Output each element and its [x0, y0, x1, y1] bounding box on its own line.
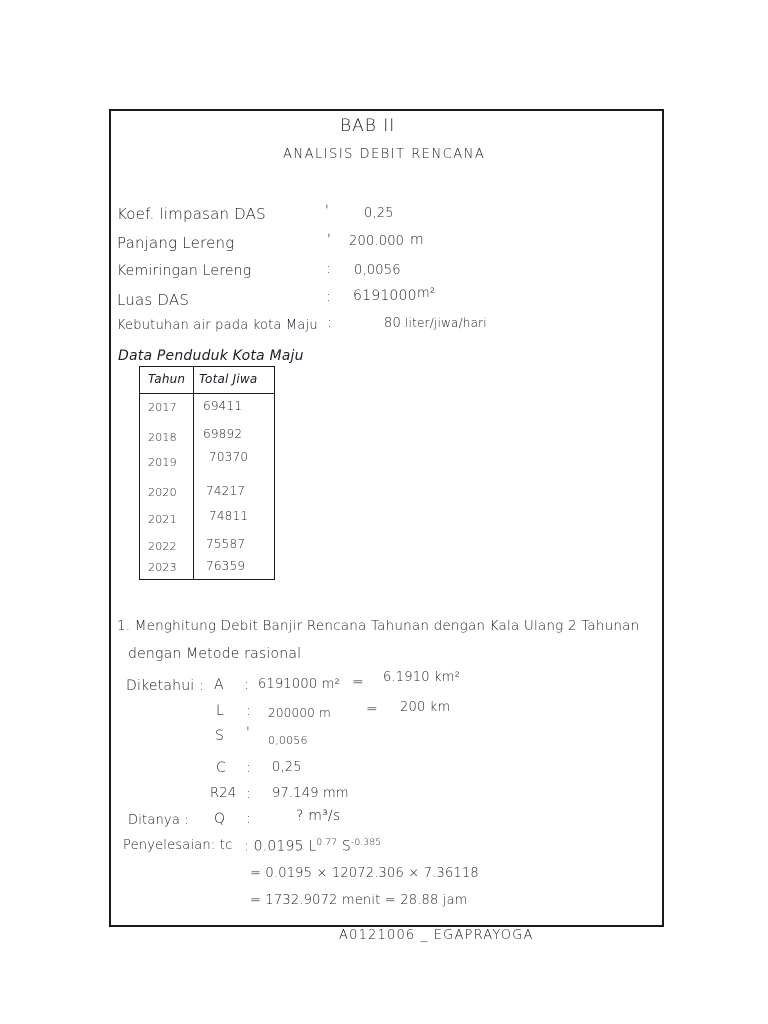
penyelesaian-label: Penyelesaian: tc	[123, 838, 233, 853]
solution-result: = 1732.9072 menit = 28.88 jam	[250, 893, 468, 908]
table-cell-year: 2021	[148, 513, 177, 526]
param-separator: '	[327, 232, 332, 248]
table-header-year: Tahun	[148, 372, 186, 386]
given-value: 200000 m	[268, 706, 331, 720]
table-cell-year: 2017	[148, 401, 177, 414]
population-caption: Data Penduduk Kota Maju	[118, 348, 304, 364]
table-cell-year: 2018	[148, 431, 177, 444]
given-conv-separator: =	[366, 701, 378, 717]
param-value: 80	[384, 316, 401, 331]
formula-main: : 0.0195 L	[244, 838, 317, 855]
table-cell-year: 2020	[148, 486, 177, 499]
given-symbol: L	[216, 703, 224, 719]
table-cell-total: 69411	[203, 399, 243, 413]
given-separator: :	[244, 677, 249, 693]
param-separator: '	[325, 203, 330, 219]
given-symbol: A	[214, 677, 224, 693]
param-unit: liter/jiwa/hari	[405, 316, 487, 330]
given-separator: :	[246, 760, 251, 776]
param-unit: m	[410, 232, 424, 248]
solution-step: = 0.0195 × 12072.306 × 7.36118	[250, 866, 479, 881]
param-label: Koef. limpasan DAS	[117, 205, 266, 223]
given-value: 6191000 m²	[258, 677, 340, 692]
given-separator: '	[246, 725, 251, 741]
table-cell-year: 2022	[148, 540, 177, 553]
table-cell-year: 2019	[148, 456, 177, 469]
table-header-divider	[140, 393, 274, 394]
asked-separator: :	[246, 811, 251, 827]
given-value: 0,25	[272, 760, 302, 775]
diketahui-label: Diketahui :	[126, 678, 204, 694]
given-separator: :	[246, 786, 251, 802]
table-cell-total: 75587	[206, 537, 246, 551]
given-symbol: S	[215, 728, 225, 744]
param-label: Kebutuhan air pada kota Maju	[117, 318, 318, 333]
param-value: 200.000	[349, 234, 405, 249]
param-label: Luas DAS	[117, 291, 190, 309]
param-label: Kemiringan Lereng	[117, 263, 252, 279]
table-column-divider	[193, 367, 194, 579]
table-cell-total: 69892	[203, 427, 243, 441]
problem-statement: 1. Menghitung Debit Banjir Rencana Tahunan dengan Kala Ulang 2 Tahunan	[117, 618, 640, 634]
formula-mid: S	[337, 838, 351, 855]
param-value: 0,25	[364, 206, 394, 221]
chapter-title: BAB II	[340, 116, 396, 136]
population-table	[139, 366, 275, 580]
given-symbol: C	[216, 760, 226, 776]
param-label: Panjang Lereng	[117, 234, 235, 252]
chapter-subtitle: ANALISIS DEBIT RENCANA	[283, 147, 486, 162]
given-conv-separator: =	[352, 674, 364, 690]
asked-symbol: Q	[214, 811, 226, 827]
given-separator: :	[246, 703, 251, 719]
given-converted: 6.1910 km²	[383, 670, 461, 685]
table-cell-total: 74811	[209, 509, 249, 523]
table-cell-year: 2023	[148, 561, 177, 574]
param-separator: :	[327, 315, 332, 331]
param-separator: :	[326, 261, 331, 277]
table-cell-total: 76359	[206, 559, 246, 573]
asked-value: ? m³/s	[296, 808, 341, 824]
formula-exponent-l: 0.77	[316, 838, 338, 848]
given-value: 0,0056	[268, 734, 308, 747]
param-separator: :	[326, 289, 331, 305]
table-header-total: Total Jiwa	[199, 372, 258, 386]
table-cell-total: 70370	[209, 450, 249, 464]
author-signature: A0121006 _ EGAPRAYOGA	[339, 928, 534, 943]
given-converted: 200 km	[400, 700, 451, 715]
given-symbol: R24	[210, 786, 237, 801]
given-value: 97.149 mm	[272, 786, 349, 801]
solution-formula	[244, 838, 381, 855]
problem-statement-cont: dengan Metode rasional	[128, 646, 302, 662]
ditanya-label: Ditanya :	[128, 813, 189, 828]
formula-exponent-s: -0.385	[351, 838, 382, 848]
table-cell-total: 74217	[206, 484, 246, 498]
param-value: 6191000	[353, 288, 417, 304]
param-unit: m²	[417, 286, 436, 301]
param-value: 0,0056	[354, 263, 401, 278]
